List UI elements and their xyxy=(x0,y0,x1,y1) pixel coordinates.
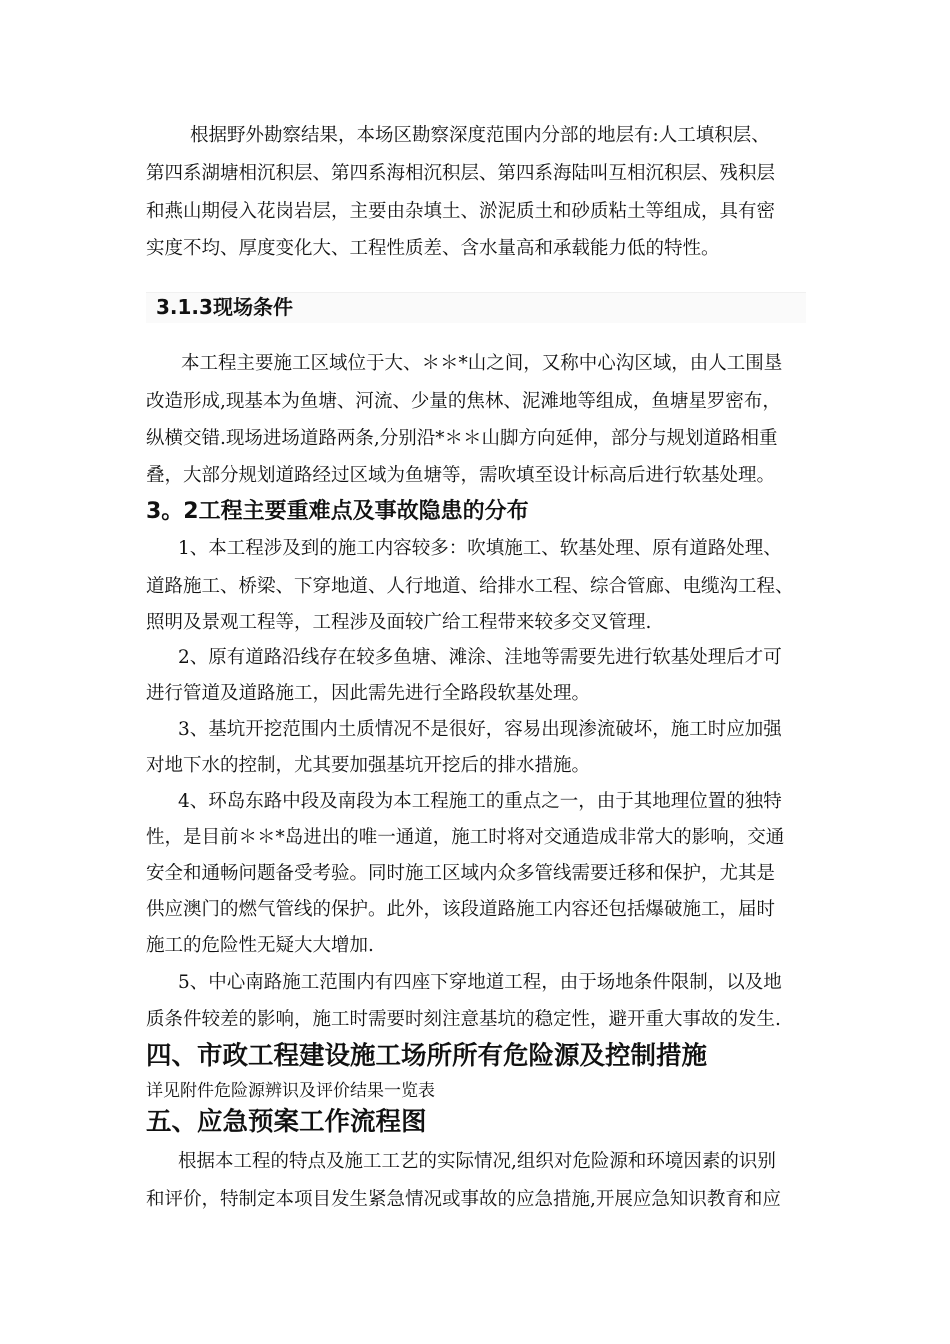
text-line: 改造形成,现基本为鱼塘、河流、少量的焦林、泥滩地等组成，鱼塘星罗密布， xyxy=(146,391,781,412)
text-line: 和评价，特制定本项目发生紧急情况或事故的应急措施,开展应急知识教育和应 xyxy=(146,1189,781,1210)
text-line: 对地下水的控制，尤其要加强基坑开挖后的排水措施。 xyxy=(146,755,591,776)
text-line: 质条件较差的影响，施工时需要时刻注意基坑的稳定性，避开重大事故的发生. xyxy=(146,1009,781,1030)
section-heading-3-1-3: 3.1.3现场条件 xyxy=(156,295,293,319)
text-line: 施工的危险性无疑大大增加. xyxy=(146,935,374,956)
section-heading-4: 四、市政工程建设施工场所所有危险源及控制措施 xyxy=(146,1041,708,1071)
text-line: 道路施工、桥梁、下穿地道、人行地道、给排水工程、综合管廊、电缆沟工程、 xyxy=(146,576,794,597)
text-line: 第四系湖塘相沉积层、第四系海相沉积层、第四系海陆叫互相沉积层、残积层 xyxy=(146,163,776,184)
text-line: 安全和通畅问题备受考验。同时施工区域内众多管线需要迁移和保护，尤其是 xyxy=(146,863,776,884)
section-heading-3-2: 3。2工程主要重难点及事故隐患的分布 xyxy=(146,499,529,524)
text-line: 本工程主要施工区域位于大、＊＊*山之间，又称中心沟区域，由人工围垦 xyxy=(181,353,783,374)
text-line: 性，是目前＊＊*岛进出的唯一通道，施工时将对交通造成非常大的影响，交通 xyxy=(146,827,785,848)
list-item: 3、基坑开挖范围内土质情况不是很好，容易出现渗流破坏，施工时应加强 xyxy=(178,719,782,740)
text-line: 照明及景观工程等，工程涉及面较广给工程带来较多交叉管理. xyxy=(146,612,652,633)
text-line: 实度不均、厚度变化大、工程性质差、含水量高和承载能力低的特性。 xyxy=(146,238,720,259)
text-line: 叠，大部分规划道路经过区域为鱼塘等，需吹填至设计标高后进行软基处理。 xyxy=(146,465,776,486)
list-item: 4、环岛东路中段及南段为本工程施工的重点之一，由于其地理位置的独特 xyxy=(178,791,782,812)
text-line: 和燕山期侵入花岗岩层，主要由杂填土、淤泥质土和砂质粘土等组成，具有密 xyxy=(146,201,776,222)
text-line: 进行管道及道路施工，因此需先进行全路段软基处理。 xyxy=(146,683,591,704)
text-line: 根据野外勘察结果，本场区勘察深度范围内分部的地层有:人工填积层、 xyxy=(190,125,770,146)
list-item: 2、原有道路沿线存在较多鱼塘、滩涂、洼地等需要先进行软基处理后才可 xyxy=(178,647,782,668)
list-item: 5、中心南路施工范围内有四座下穿地道工程，由于场地条件限制，以及地 xyxy=(178,972,782,993)
text-line: 纵横交错.现场进场道路两条,分别沿*＊＊山脚方向延伸，部分与规划道路相重 xyxy=(146,428,778,449)
attachment-note: 详见附件危险源辨识及评价结果一览表 xyxy=(146,1081,435,1101)
text-line: 根据本工程的特点及施工工艺的实际情况,组织对危险源和环境因素的识别 xyxy=(178,1151,776,1172)
section-heading-5: 五、应急预案工作流程图 xyxy=(146,1107,427,1137)
text-line: 供应澳门的燃气管线的保护。此外，该段道路施工内容还包括爆破施工，届时 xyxy=(146,899,776,920)
list-item: 1、本工程涉及到的施工内容较多：吹填施工、软基处理、原有道路处理、 xyxy=(178,538,782,559)
